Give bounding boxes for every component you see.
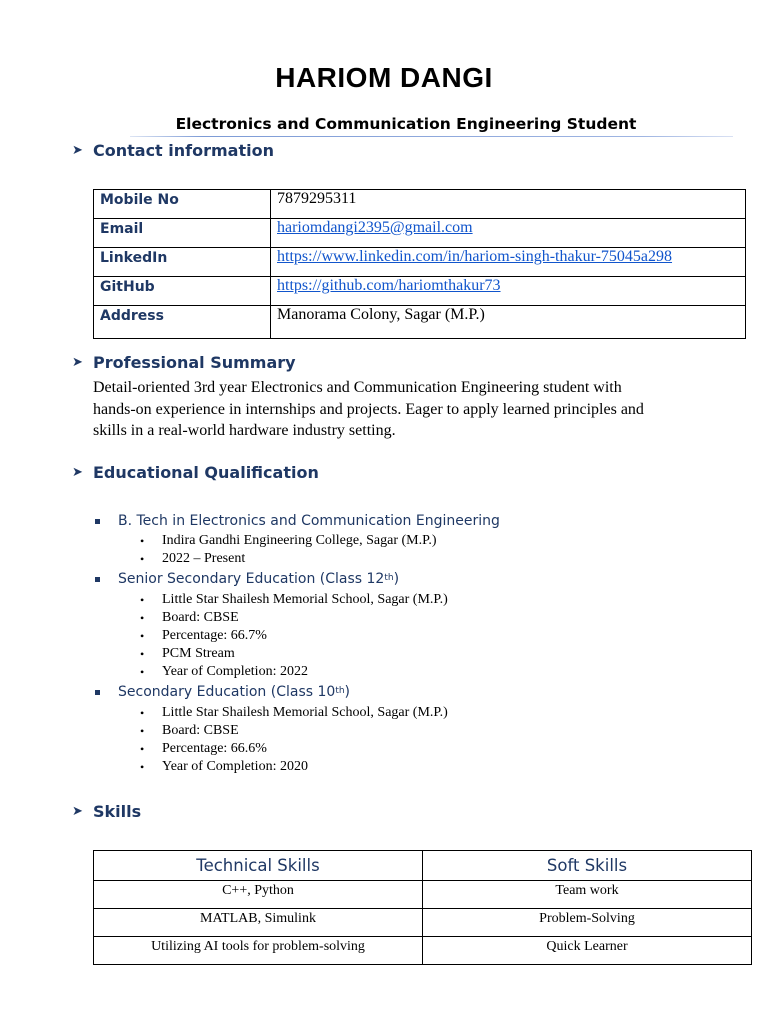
dot-bullet-icon: •	[140, 759, 145, 774]
degree-title: B. Tech in Electronics and Communication Engineering	[118, 513, 500, 529]
list-item	[140, 551, 245, 567]
degree-superscript: th	[384, 573, 394, 583]
dot-bullet-icon: •	[140, 664, 145, 679]
list-item	[140, 533, 437, 549]
list-item-text: Indira Gandhi Engineering College, Sagar (M.P.)	[162, 533, 437, 548]
summary-text	[93, 377, 733, 442]
table-row	[94, 248, 746, 277]
column-header: Soft Skills	[423, 851, 752, 881]
table-cell: Utilizing AI tools for problem-solving	[94, 937, 423, 965]
square-bullet-icon	[95, 519, 100, 524]
list-item-text: Board: CBSE	[162, 723, 239, 738]
arrow-bullet-icon: ➤	[72, 465, 83, 480]
table-cell: C++, Python	[94, 881, 423, 909]
list-item-text: Percentage: 66.6%	[162, 741, 267, 756]
list-item-text: Board: CBSE	[162, 610, 239, 625]
list-item	[140, 664, 308, 680]
table-cell: Quick Learner	[423, 937, 752, 965]
degree-class-12	[93, 571, 399, 587]
list-item	[140, 723, 239, 739]
list-item	[140, 592, 448, 608]
dot-bullet-icon: •	[140, 646, 145, 661]
linkedin-link[interactable]: https://www.linkedin.com/in/hariom-singh-thakur-75045a298	[271, 248, 746, 277]
dot-bullet-icon: •	[140, 705, 145, 720]
candidate-name: HARIOM DANGI	[275, 62, 493, 93]
contact-label: GitHub	[94, 277, 271, 306]
summary-heading	[72, 353, 296, 372]
table-row	[94, 306, 746, 339]
list-item-text: Little Star Shailesh Memorial School, Sagar (M.P.)	[162, 592, 448, 607]
dot-bullet-icon: •	[140, 551, 145, 566]
table-row	[94, 881, 752, 909]
dot-bullet-icon: •	[140, 628, 145, 643]
table-cell: Problem-Solving	[423, 909, 752, 937]
summary-line: skills in a real-world hardware industry setting.	[93, 422, 396, 439]
skills-table	[93, 850, 752, 965]
degree-btech	[93, 513, 500, 529]
list-item-text: PCM Stream	[162, 646, 235, 661]
list-item-text: Year of Completion: 2022	[162, 664, 308, 679]
degree-superscript: th	[335, 686, 345, 696]
table-row	[94, 909, 752, 937]
contact-label: Email	[94, 219, 271, 248]
degree-title: Secondary Education (Class 10	[118, 684, 336, 700]
degree-title: Senior Secondary Education (Class 12	[118, 571, 385, 587]
square-bullet-icon	[95, 690, 100, 695]
arrow-bullet-icon: ➤	[72, 355, 83, 370]
square-bullet-icon	[95, 577, 100, 582]
contact-label: Mobile No	[94, 190, 271, 219]
candidate-title: Electronics and Communication Engineering Student	[175, 115, 637, 133]
list-item	[140, 646, 235, 662]
list-item-text: 2022 – Present	[162, 551, 246, 566]
education-heading	[72, 463, 319, 482]
contact-label: Address	[94, 306, 271, 339]
contact-label: LinkedIn	[94, 248, 271, 277]
contact-heading	[72, 141, 274, 160]
contact-mobile: 7879295311	[271, 190, 746, 219]
email-link[interactable]: hariomdangi2395@gmail.com	[271, 219, 746, 248]
degree-class-10	[93, 684, 350, 700]
table-row	[94, 277, 746, 306]
skills-heading	[72, 802, 141, 821]
table-cell: Team work	[423, 881, 752, 909]
section-title: Educational Qualification	[93, 463, 319, 482]
header-divider	[130, 136, 733, 137]
column-header: Technical Skills	[94, 851, 423, 881]
table-header-row	[94, 851, 752, 881]
list-item	[140, 741, 267, 757]
section-title: Skills	[93, 802, 142, 821]
contact-table	[93, 189, 746, 339]
section-title: Contact information	[93, 141, 274, 160]
list-item	[140, 759, 308, 775]
list-item-text: Year of Completion: 2020	[162, 759, 308, 774]
list-item	[140, 610, 239, 626]
dot-bullet-icon: •	[140, 610, 145, 625]
list-item-text: Percentage: 66.7%	[162, 628, 267, 643]
section-title: Professional Summary	[93, 353, 296, 372]
dot-bullet-icon: •	[140, 592, 145, 607]
list-item-text: Little Star Shailesh Memorial School, Sagar (M.P.)	[162, 705, 448, 720]
dot-bullet-icon: •	[140, 741, 145, 756]
summary-line: hands-on experience in internships and projects. Eager to apply learned principles and	[93, 400, 644, 418]
arrow-bullet-icon: ➤	[72, 804, 83, 819]
degree-suffix: )	[393, 571, 400, 587]
table-row	[94, 190, 746, 219]
dot-bullet-icon: •	[140, 723, 145, 738]
dot-bullet-icon: •	[140, 533, 145, 548]
degree-suffix: )	[344, 684, 351, 700]
table-row	[94, 937, 752, 965]
list-item	[140, 628, 267, 644]
table-cell: MATLAB, Simulink	[94, 909, 423, 937]
table-row	[94, 219, 746, 248]
list-item	[140, 705, 448, 721]
contact-address: Manorama Colony, Sagar (M.P.)	[271, 306, 746, 339]
arrow-bullet-icon: ➤	[72, 143, 83, 158]
summary-line: Detail-oriented 3rd year Electronics and Communication Engineering student with	[93, 379, 622, 396]
github-link[interactable]: https://github.com/hariomthakur73	[271, 277, 746, 306]
